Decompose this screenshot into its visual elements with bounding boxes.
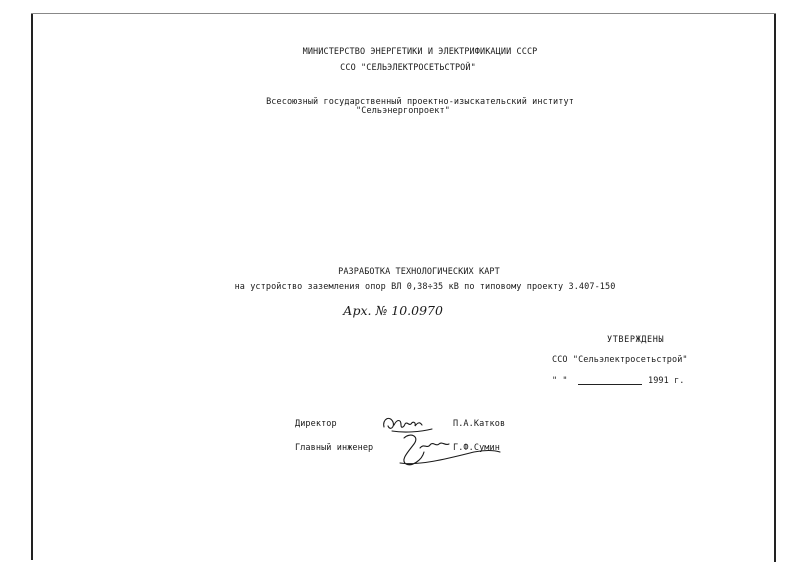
document-title: РАЗРАБОТКА ТЕХНОЛОГИЧЕСКИХ КАРТ [338,267,500,277]
ministry-heading: МИНИСТЕРСТВО ЭНЕРГЕТИКИ И ЭЛЕКТРИФИКАЦИИ СССР [302,47,538,57]
approval-year: 1991 г. [648,376,685,386]
document-subtitle: на устройство заземления опор ВЛ 0,38÷35 кВ по типовому проекту 3.407-150 [234,282,616,292]
approval-date-blank [578,384,642,385]
chief-engineer-signature [394,430,504,470]
approval-organization: ССО "Сельэлектросетьстрой" [552,355,688,365]
institute-line-1: Всесоюзный государственный проектно-изыскательский институт [266,97,574,107]
signatory-name-director: П.А.Катков [453,419,506,429]
archive-number-handwritten: Арх. № 10.0970 [343,303,443,318]
signatory-role-chief-engineer: Главный инженер [295,443,374,453]
page-border-top [31,13,776,14]
page-border-right [774,14,776,562]
approval-date-quotes: " " [552,376,568,386]
signatory-name-chief-engineer: Г.Ф.Сумин [453,443,500,453]
institute-line-2: "Сельэнергопроект" [356,106,450,116]
approval-heading: УТВЕРЖДЕНЫ [607,335,665,345]
signatory-role-director: Директор [295,419,337,429]
page-border-left [31,14,33,560]
organization-heading: ССО "СЕЛЬЭЛЕКТРОСЕТЬСТРОЙ" [340,63,476,73]
